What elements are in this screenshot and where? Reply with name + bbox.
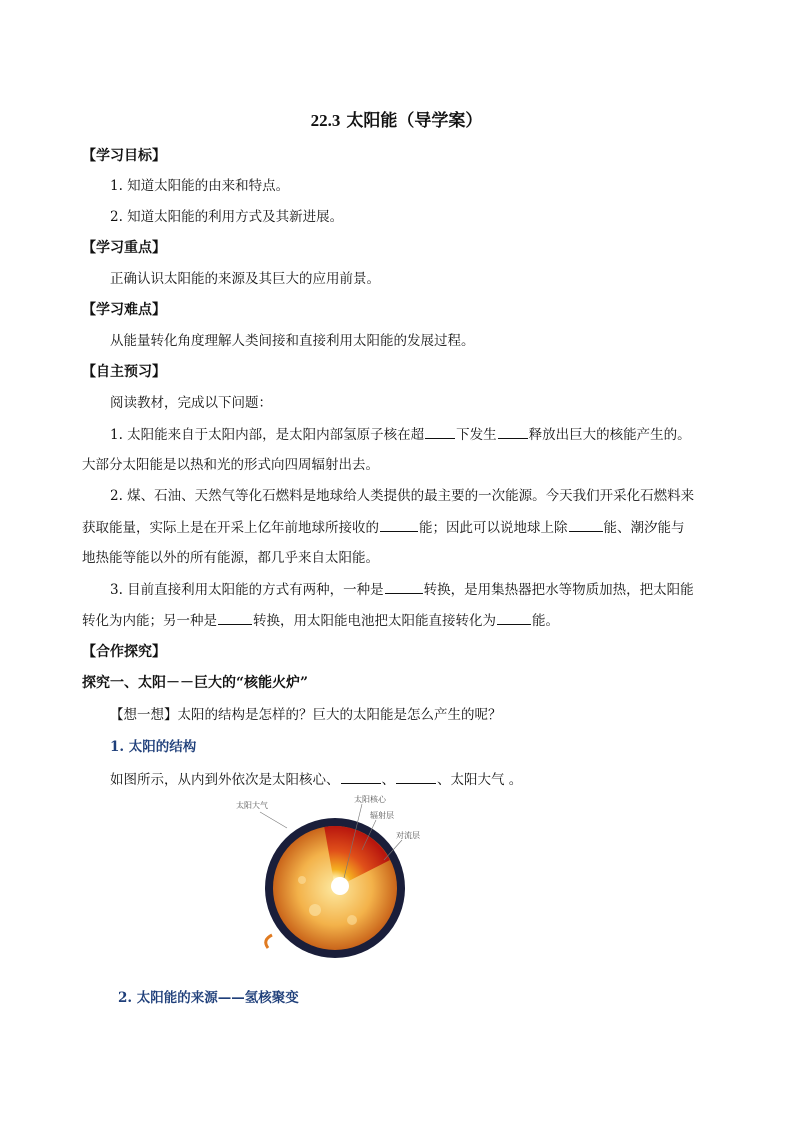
q2-text-b: 获取能量，实际上是在开采上亿年前地球所接收的: [82, 520, 379, 536]
answer-blank[interactable]: [341, 769, 381, 784]
q3-text-e: 能。: [532, 613, 559, 629]
answer-blank[interactable]: [497, 610, 531, 625]
q3-text-d: 转换，用太阳能电池把太阳能直接转化为: [253, 613, 496, 629]
preview-intro: 阅读教材，完成以下问题：: [110, 395, 272, 411]
goals-heading: 【学习目标】: [82, 148, 166, 164]
q3-text-c: 转化为内能；另一种是: [82, 613, 217, 629]
question-3-line-1: [110, 579, 793, 600]
question-2-line-3: 地热能等能以外的所有能源，都几乎来自太阳能。: [82, 550, 379, 566]
answer-blank[interactable]: [425, 424, 455, 439]
title-number: 22.3: [310, 111, 341, 130]
preview-heading: 【自主预习】: [82, 364, 166, 380]
question-2-line-1: 2. 煤、石油、天然气等化石燃料是地球给人类提供的最主要的一次能源。今天我们开采化石燃料来: [110, 488, 695, 504]
q2-text-d: 能、潮汐能与: [603, 520, 685, 536]
key-points-text: 正确认识太阳能的来源及其巨大的应用前景。: [110, 271, 380, 287]
q1-text-c: 释放出巨大的核能产生的。: [528, 427, 691, 443]
answer-blank[interactable]: [218, 610, 252, 625]
label-convection: 对流层: [396, 831, 420, 840]
question-2-line-2: [82, 517, 793, 538]
answer-blank[interactable]: [385, 579, 423, 594]
explore-1-heading: 探究一、太阳－－巨大的“核能火炉”: [82, 675, 309, 691]
structure-text-b: 、: [381, 772, 395, 788]
label-core: 太阳核心: [354, 795, 386, 804]
difficulties-heading: 【学习难点】: [82, 302, 166, 318]
sun-structure-text: [110, 769, 793, 790]
answer-blank[interactable]: [380, 517, 418, 532]
q1-text-a: 1. 太阳能来自于太阳内部，是太阳内部氢原子核在超: [110, 427, 425, 443]
answer-blank[interactable]: [396, 769, 436, 784]
q3-text-a: 3. 目前直接利用太阳能的方式有两种，一种是: [110, 582, 384, 598]
subsection-sun-structure: 1. 太阳的结构: [110, 739, 197, 755]
question-1-line-1: [110, 424, 793, 445]
structure-text-c: 、太阳大气 。: [437, 772, 523, 788]
label-radiation: 辐射层: [370, 811, 394, 820]
q2-text-c: 能；因此可以说地球上除: [419, 520, 568, 536]
title-text: 太阳能（导学案）: [346, 111, 483, 131]
think-prompt: 【想一想】太阳的结构是怎样的？巨大的太阳能是怎么产生的呢？: [110, 707, 502, 723]
answer-blank[interactable]: [498, 424, 528, 439]
subsection-sun-energy-source: 2. 太阳能的来源——氢核聚变: [118, 990, 299, 1006]
q3-text-b: 转换，是用集热器把水等物质加热，把太阳能: [423, 582, 694, 598]
sun-structure-figure: [232, 790, 432, 960]
sun-core: [331, 877, 349, 895]
goal-item-2: 2. 知道太阳能的利用方式及其新进展。: [110, 209, 344, 225]
sun-illustration: [232, 790, 432, 960]
cooperation-heading: 【合作探究】: [82, 644, 166, 660]
answer-blank[interactable]: [569, 517, 603, 532]
question-1-line-2: 大部分太阳能是以热和光的形式向四周辐射出去。: [82, 457, 379, 473]
key-points-heading: 【学习重点】: [82, 240, 166, 256]
structure-text-a: 如图所示，从内到外依次是太阳核心、: [110, 772, 340, 788]
question-3-line-2: [82, 610, 793, 631]
page-title: [0, 106, 793, 131]
label-atmosphere: 太阳大气: [236, 801, 268, 810]
q1-text-b: 下发生: [456, 427, 497, 443]
difficulties-text: 从能量转化角度理解人类间接和直接利用太阳能的发展过程。: [110, 333, 475, 349]
goal-item-1: 1. 知道太阳能的由来和特点。: [110, 178, 290, 194]
